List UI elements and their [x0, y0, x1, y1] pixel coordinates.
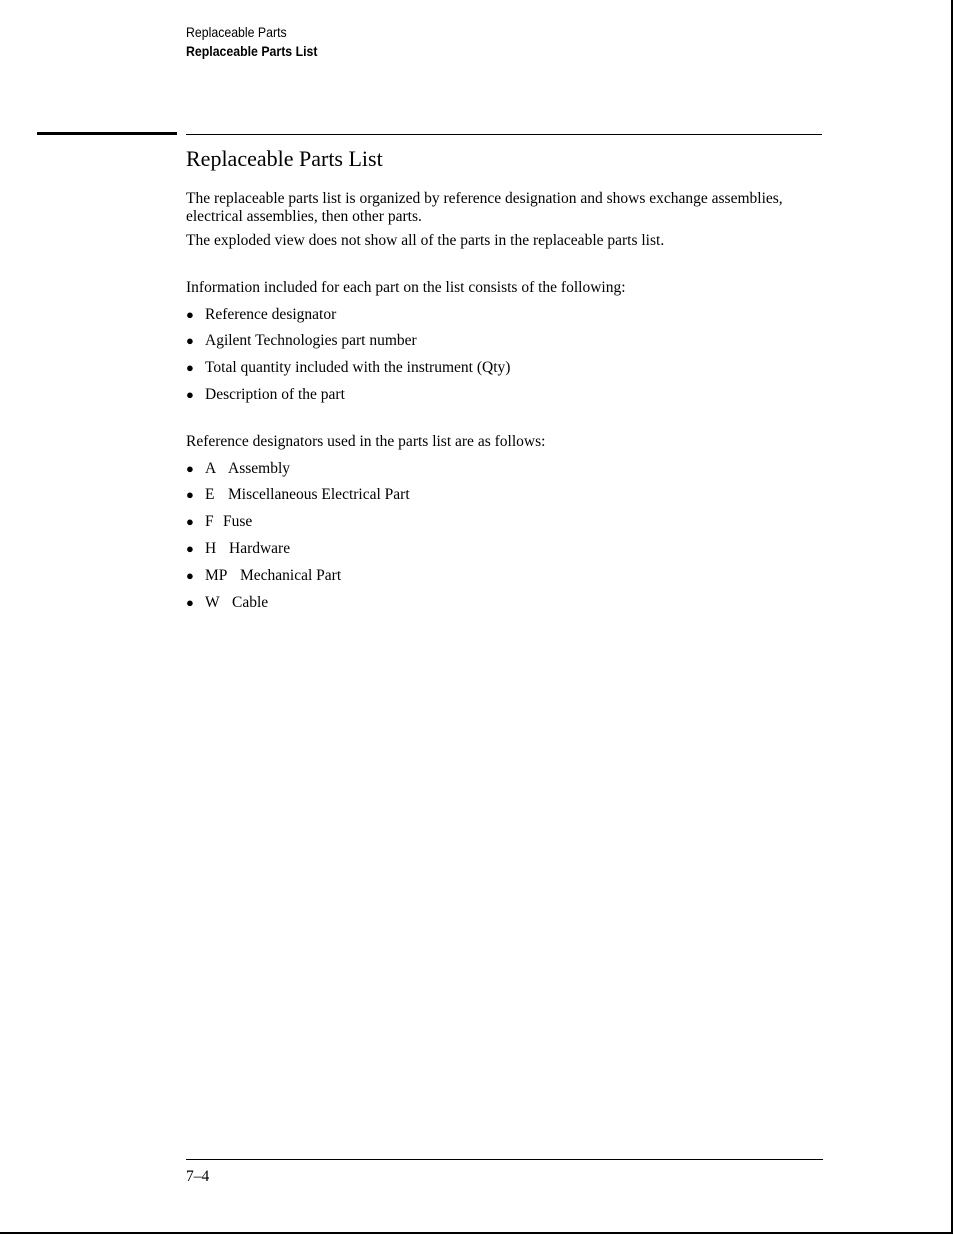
info-item-text: Description of the part [205, 386, 345, 403]
footer-rule [186, 1159, 823, 1160]
bullet-icon: ● [186, 595, 194, 610]
bullet-icon: ● [186, 360, 194, 375]
designator-code: H [205, 540, 217, 557]
info-list-item [186, 306, 336, 324]
page-edge-right [951, 0, 953, 1234]
page-edge-bottom [0, 1232, 953, 1234]
bullet-icon: ● [186, 541, 194, 556]
section-rule-thick [37, 132, 177, 135]
running-header [186, 23, 317, 61]
designator-code: F [205, 513, 214, 530]
bullet-icon: ● [186, 461, 194, 476]
designator-list-item [186, 567, 341, 585]
bullet-icon: ● [186, 514, 194, 529]
intro-paragraph-2: The exploded view does not show all of the parts in the replaceable parts list. [186, 232, 665, 249]
bullet-icon: ● [186, 333, 194, 348]
designator-code: MP [205, 567, 228, 584]
info-list-item [186, 359, 510, 377]
designator-name: Hardware [229, 540, 291, 557]
info-list-item [186, 386, 345, 404]
info-item-text: Total quantity included with the instrument (Qty) [205, 359, 511, 376]
designator-name: Miscellaneous Electrical Part [228, 486, 410, 503]
info-list-item [186, 332, 417, 350]
designator-list-item [186, 513, 252, 531]
page-title: Replaceable Parts List [186, 146, 383, 171]
header-chapter: Replaceable Parts [186, 24, 287, 40]
designator-name: Mechanical Part [240, 567, 342, 584]
page-number: 7–4 [186, 1168, 210, 1185]
designator-list-item [186, 460, 290, 478]
designator-name: Assembly [228, 460, 290, 477]
bullet-icon: ● [186, 568, 194, 583]
designator-code: A [205, 460, 217, 477]
designator-list-item [186, 540, 290, 558]
designator-code: E [205, 486, 215, 503]
designator-name: Cable [232, 594, 269, 611]
designator-list-item [186, 486, 410, 504]
section-rule-thin [186, 134, 822, 135]
bullet-icon: ● [186, 307, 194, 322]
intro-paragraph-1: The replaceable parts list is organized by reference designation and shows exchange assemblies, electrical assemblies, then other parts. [186, 190, 783, 225]
designator-code: W [205, 594, 220, 611]
designator-name: Fuse [223, 513, 253, 530]
info-item-text: Agilent Technologies part number [205, 332, 417, 349]
designator-list-item [186, 594, 268, 612]
info-item-text: Reference designator [205, 306, 337, 323]
refdes-lead-paragraph: Reference designators used in the parts list are as follows: [186, 433, 546, 450]
info-lead-paragraph: Information included for each part on the list consists of the following: [186, 279, 626, 296]
bullet-icon: ● [186, 387, 194, 402]
header-section: Replaceable Parts List [186, 43, 318, 59]
bullet-icon: ● [186, 487, 194, 502]
